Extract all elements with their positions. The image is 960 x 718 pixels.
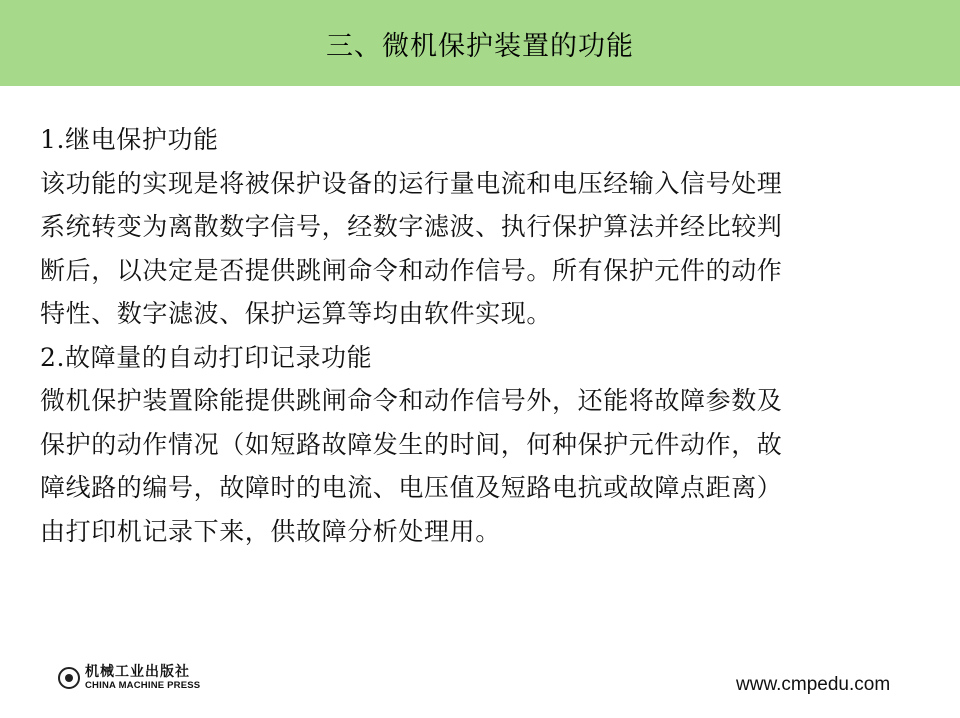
body-line: 由打印机记录下来，供故障分析处理用。 <box>40 516 501 546</box>
website-url: www.cmpedu.com <box>736 674 891 695</box>
publisher-logo-text <box>85 664 200 691</box>
publisher-emblem-icon <box>58 667 80 689</box>
body-line: 系统转变为离散数字信号，经数字滤波、执行保护算法并经比较判 <box>40 212 783 241</box>
slide-title: 三、微机保护装置的功能 <box>326 30 634 62</box>
body-line: 特性、数字滤波、保护运算等均由软件实现。 <box>40 299 553 328</box>
slide-body <box>40 118 920 553</box>
heading-fault-recording: 2.故障量的自动打印记录功能 <box>40 342 373 372</box>
body-line: 该功能的实现是将被保护设备的运行量电流和电压经输入信号处理 <box>40 168 783 198</box>
heading-relay-protection: 1.继电保护功能 <box>40 125 219 154</box>
body-line: 微机保护装置除能提供跳闸命令和动作信号外，还能将故障参数及 <box>40 386 783 415</box>
publisher-name-cn: 机械工业出版社 <box>85 664 190 680</box>
body-line: 断后，以决定是否提供跳闸命令和动作信号。所有保护元件的动作 <box>40 255 783 285</box>
body-line: 障线路的编号，故障时的电流、电压值及短路电抗或故障点距离） <box>40 473 783 502</box>
publisher-logo <box>58 664 200 691</box>
publisher-name-en: CHINA MACHINE PRESS <box>85 680 201 691</box>
title-bar <box>0 0 960 86</box>
body-line: 保护的动作情况（如短路故障发生的时间，何种保护元件动作，故 <box>40 429 783 459</box>
